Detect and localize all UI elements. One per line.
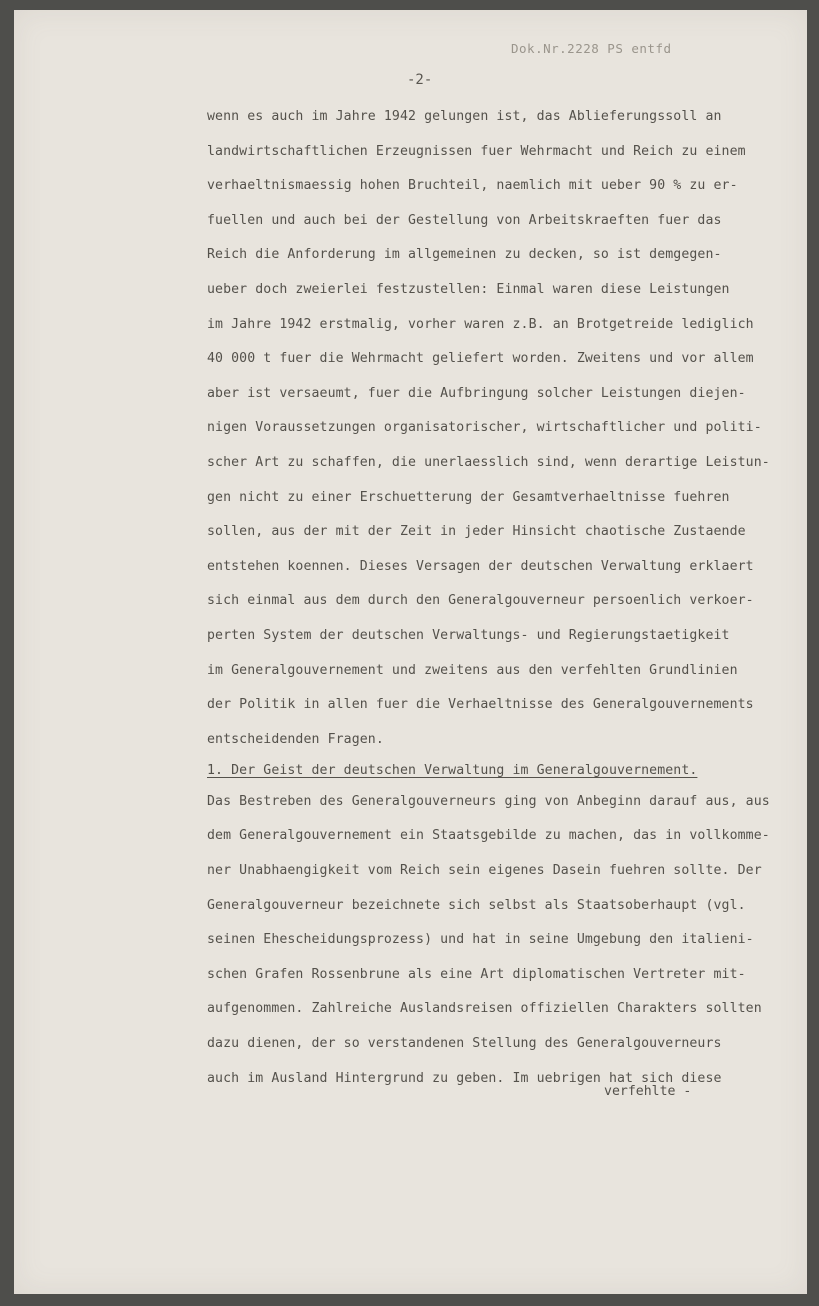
text-line: aufgenommen. Zahlreiche Auslandsreisen offiziellen Charakters sollten bbox=[207, 1001, 762, 1017]
paragraph-1 bbox=[207, 107, 787, 764]
document-page bbox=[14, 10, 807, 1294]
section-heading-text: 1. Der Geist der deutschen Verwaltung im Generalgouvernement. bbox=[207, 763, 698, 779]
text-line: Das Bestreben des Generalgouverneurs ging von Anbeginn darauf aus, aus bbox=[207, 793, 770, 809]
text-line: landwirtschaftlichen Erzeugnissen fuer Wehrmacht und Reich zu einem bbox=[207, 143, 746, 159]
catchword: verfehlte - bbox=[604, 1084, 692, 1099]
text-line: aber ist versaeumt, fuer die Aufbringung solcher Leistungen diejen- bbox=[207, 385, 746, 401]
text-line: dazu dienen, der so verstandenen Stellung des Generalgouverneurs bbox=[207, 1036, 722, 1052]
text-line: wenn es auch im Jahre 1942 gelungen ist, das Ablieferungssoll an bbox=[207, 109, 722, 124]
section-heading bbox=[207, 761, 787, 796]
document-reference: Dok.Nr.2228 PS entfd bbox=[511, 41, 672, 56]
text-line: im Generalgouvernement und zweitens aus den verfehlten Grundlinien bbox=[207, 662, 738, 678]
text-line: nigen Voraussetzungen organisatorischer, wirtschaftlicher und politi- bbox=[207, 420, 762, 436]
text-line: seinen Ehescheidungsprozess) und hat in seine Umgebung den italieni- bbox=[207, 932, 754, 948]
page-number: -2- bbox=[407, 72, 433, 88]
text-line: Reich die Anforderung im allgemeinen zu decken, so ist demgegen- bbox=[207, 247, 722, 263]
text-line: 40 000 t fuer die Wehrmacht geliefert worden. Zweitens und vor allem bbox=[207, 351, 754, 367]
text-line: entscheidenden Fragen. bbox=[207, 731, 384, 747]
text-line: entstehen koennen. Dieses Versagen der deutschen Verwaltung erklaert bbox=[207, 558, 754, 574]
text-line: sollen, aus der mit der Zeit in jeder Hinsicht chaotische Zustaende bbox=[207, 524, 746, 540]
text-line: scher Art zu schaffen, die unerlaesslich sind, wenn derartige Leistun- bbox=[207, 454, 770, 470]
text-line: ner Unabhaengigkeit vom Reich sein eigenes Dasein fuehren sollte. Der bbox=[207, 863, 762, 879]
text-line: auch im Ausland Hintergrund zu geben. Im uebrigen hat sich diese bbox=[207, 1070, 722, 1086]
text-line: verhaeltnismaessig hohen Bruchteil, naemlich mit ueber 90 % zu er- bbox=[207, 178, 738, 194]
text-line: gen nicht zu einer Erschuetterung der Gesamtverhaeltnisse fuehren bbox=[207, 489, 730, 505]
text-line: im Jahre 1942 erstmalig, vorher waren z.B. an Brotgetreide lediglich bbox=[207, 316, 754, 332]
text-line: der Politik in allen fuer die Verhaeltnisse des Generalgouvernements bbox=[207, 697, 754, 713]
text-line: schen Grafen Rossenbrune als eine Art diplomatischen Vertreter mit- bbox=[207, 966, 746, 982]
text-line: ueber doch zweierlei festzustellen: Einmal waren diese Leistungen bbox=[207, 281, 730, 297]
text-line: Generalgouverneur bezeichnete sich selbst als Staatsoberhaupt (vgl. bbox=[207, 897, 746, 913]
paragraph-2 bbox=[207, 792, 787, 1103]
text-line: perten System der deutschen Verwaltungs- und Regierungstaetigkeit bbox=[207, 627, 730, 643]
text-line: dem Generalgouvernement ein Staatsgebilde zu machen, das in vollkomme- bbox=[207, 828, 770, 844]
document-body bbox=[207, 107, 787, 1103]
text-line: fuellen und auch bei der Gestellung von Arbeitskraeften fuer das bbox=[207, 212, 722, 228]
text-line: sich einmal aus dem durch den Generalgouverneur persoenlich verkoer- bbox=[207, 593, 754, 609]
